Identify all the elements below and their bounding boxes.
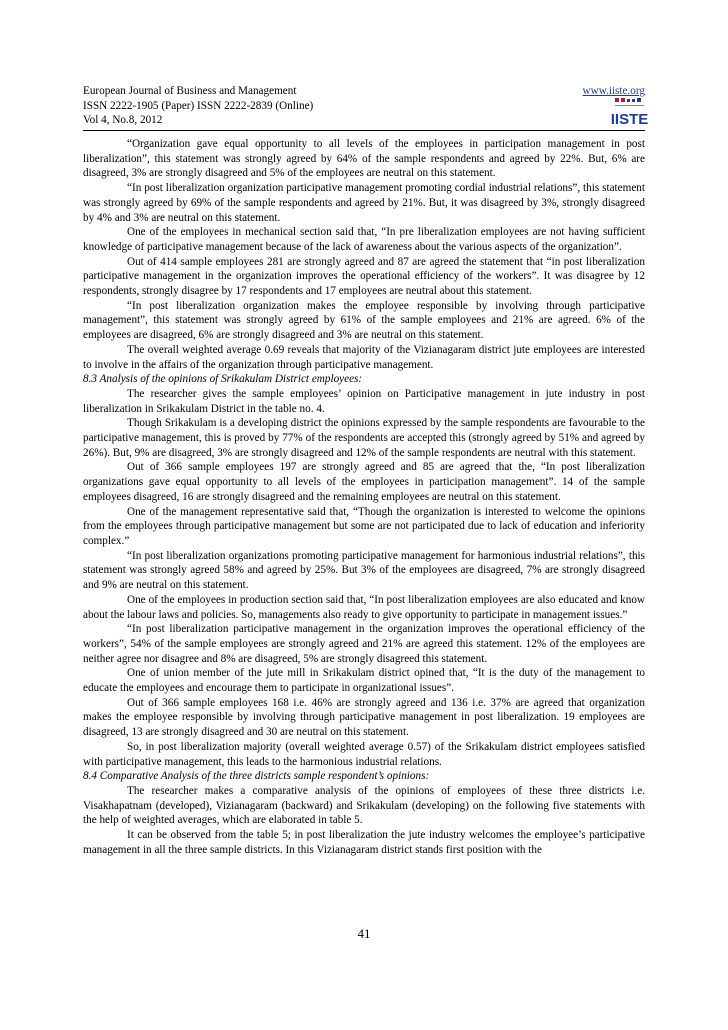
paragraph: It can be observed from the table 5; in post liberalization the jute industry welcomes the employee’s participative management in all the three sample districts. In this Vizianagaram district stands first position with the (83, 829, 645, 856)
paragraph: The researcher makes a comparative analysis of the opinions of employees of these three districts i.e. Visakhapatnam (developed), Vizianagaram (backward) and Srikakulam (developing) on the following five statements with the help of weighted averages, which are elaborated in table 5. (83, 784, 645, 827)
paragraph: Out of 366 sample employees 168 i.e. 46% are strongly agreed and 136 i.e. 37% are agreed that organization makes the employee responsible by involving through participative management in post liberalization. 19 employees are disagreed, 13 are strongly disagreed and 30 are neutral on this statement. (83, 696, 645, 739)
paragraph: “In post liberalization organization participative management promoting cordial industrial relations”, this statement was strongly agreed by 69% of the sample respondents and agreed by 21%. But, it was disagreed by 3%, strongly disagreed by 4% and 3% are neutral on this statement. (83, 182, 645, 224)
issn-line: ISSN 2222-1905 (Paper) ISSN 2222-2839 (Online) (83, 99, 314, 112)
paragraph: Out of 366 sample employees 197 are strongly agreed and 85 are agreed that the, “In post liberalization organizations gave equal opportunity to all levels of the employees in participation management”. 14 of the sample employees disagreed, 16 are strongly disagreed and the remaining employees are neutral on this statement. (83, 461, 645, 503)
journal-website-link[interactable]: www.iiste.org (582, 85, 645, 97)
header-rule (83, 130, 645, 131)
paragraph: “In post liberalization organizations promoting participative management for harmonious industrial relations”, this statement was strongly agreed 58% and agreed by 25%. But 3% of the employees are disagreed, 7% are strongly disagreed and 9% are neutral on this statement. (83, 549, 645, 592)
article-body (83, 137, 645, 857)
iiste-logo (610, 97, 649, 128)
paragraph: One of union member of the jute mill in Srikakulam district opined that, “It is the duty of the management to educate the employees and encourage them to participate in organizational issues”. (83, 667, 645, 695)
journal-title: European Journal of Business and Management (83, 85, 297, 97)
iiste-logo-text: IISTE (610, 111, 649, 128)
paragraph: The researcher gives the sample employees’ opinion on Participative management in jute industry in post liberalization in Srikakulam District in the table no. 4. (83, 387, 645, 415)
page-number: 41 (357, 926, 371, 941)
section-heading-8-3: 8.3 Analysis of the opinions of Srikakulam District employees: (83, 373, 363, 386)
paragraph: The overall weighted average 0.69 reveals that majority of the Vizianagaram district jute employees are interested to involve in the affairs of the organization through participative management. (83, 343, 645, 371)
paragraph: One of the management representative said that, “Though the organization is interested to welcome the opinions from the employees through participative management but some are not participated due to lack of education and inferiority complex.” (83, 505, 645, 547)
section-heading-8-4: 8.4 Comparative Analysis of the three districts sample respondent’s opinions: (83, 770, 430, 783)
paragraph: “In post liberalization organization makes the employee responsible by involving through participative management”, this statement was strongly agreed by 61% of the sample employees and 21% are agreed. 6% of the employees are disagreed, 6% are strongly disagreed and 3% are neutral on this statement. (83, 299, 645, 342)
paragraph: “Organization gave equal opportunity to all levels of the employees in participation management in post liberalization”, this statement was strongly agreed by 64% of the sample respondents and agreed by 22%. But, 6% are disagreed, 3% are strongly disagreed and 5% of the employees are neutral on this statement. (83, 138, 645, 180)
paragraph: “In post liberalization participative management in the organization improves the operational efficiency of the workers”, 54% of the sample employees are strongly agreed and 21% are agreed this statement. 12% of the employees are neither agree nor disagree and 8% are disagreed, 5% are strongly disagreed this statement. (83, 623, 645, 665)
paragraph: So, in post liberalization majority (overall weighted average 0.57) of the Srikakulam district employees satisfied with participative management, this leads to the harmonious industrial relations. (83, 740, 645, 768)
paragraph: One of the employees in mechanical section said that, “In pre liberalization employees are not having sufficient knowledge of participative management because of the lack of awareness about the various aspects of the organization”. (83, 226, 645, 253)
paragraph: One of the employees in production section said that, “In post liberalization employees are also educated and know about the labour laws and policies. So, managements also ready to give opportunity to participate in management issues.” (83, 593, 645, 621)
paragraph: Out of 414 sample employees 281 are strongly agreed and 87 are agreed the statement that “in post liberalization participative management in the organization improves the operational efficiency of the workers”. It was disagree by 12 respondents, strongly disagree by 17 respondents and 17 employees are neutral about this statement. (83, 255, 645, 298)
paragraph: Though Srikakulam is a developing district the opinions expressed by the sample respondents are favourable to the participative management, this is proved by 77% of the respondents are accepted this (strongly agreed by 51% and agreed by 26%). But, 9% are disagreed, 3% are strongly disagreed and 12% of the sample respondents are neutral with this statement. (83, 417, 645, 459)
running-header (83, 84, 645, 128)
volume-line: Vol 4, No.8, 2012 (83, 114, 163, 127)
